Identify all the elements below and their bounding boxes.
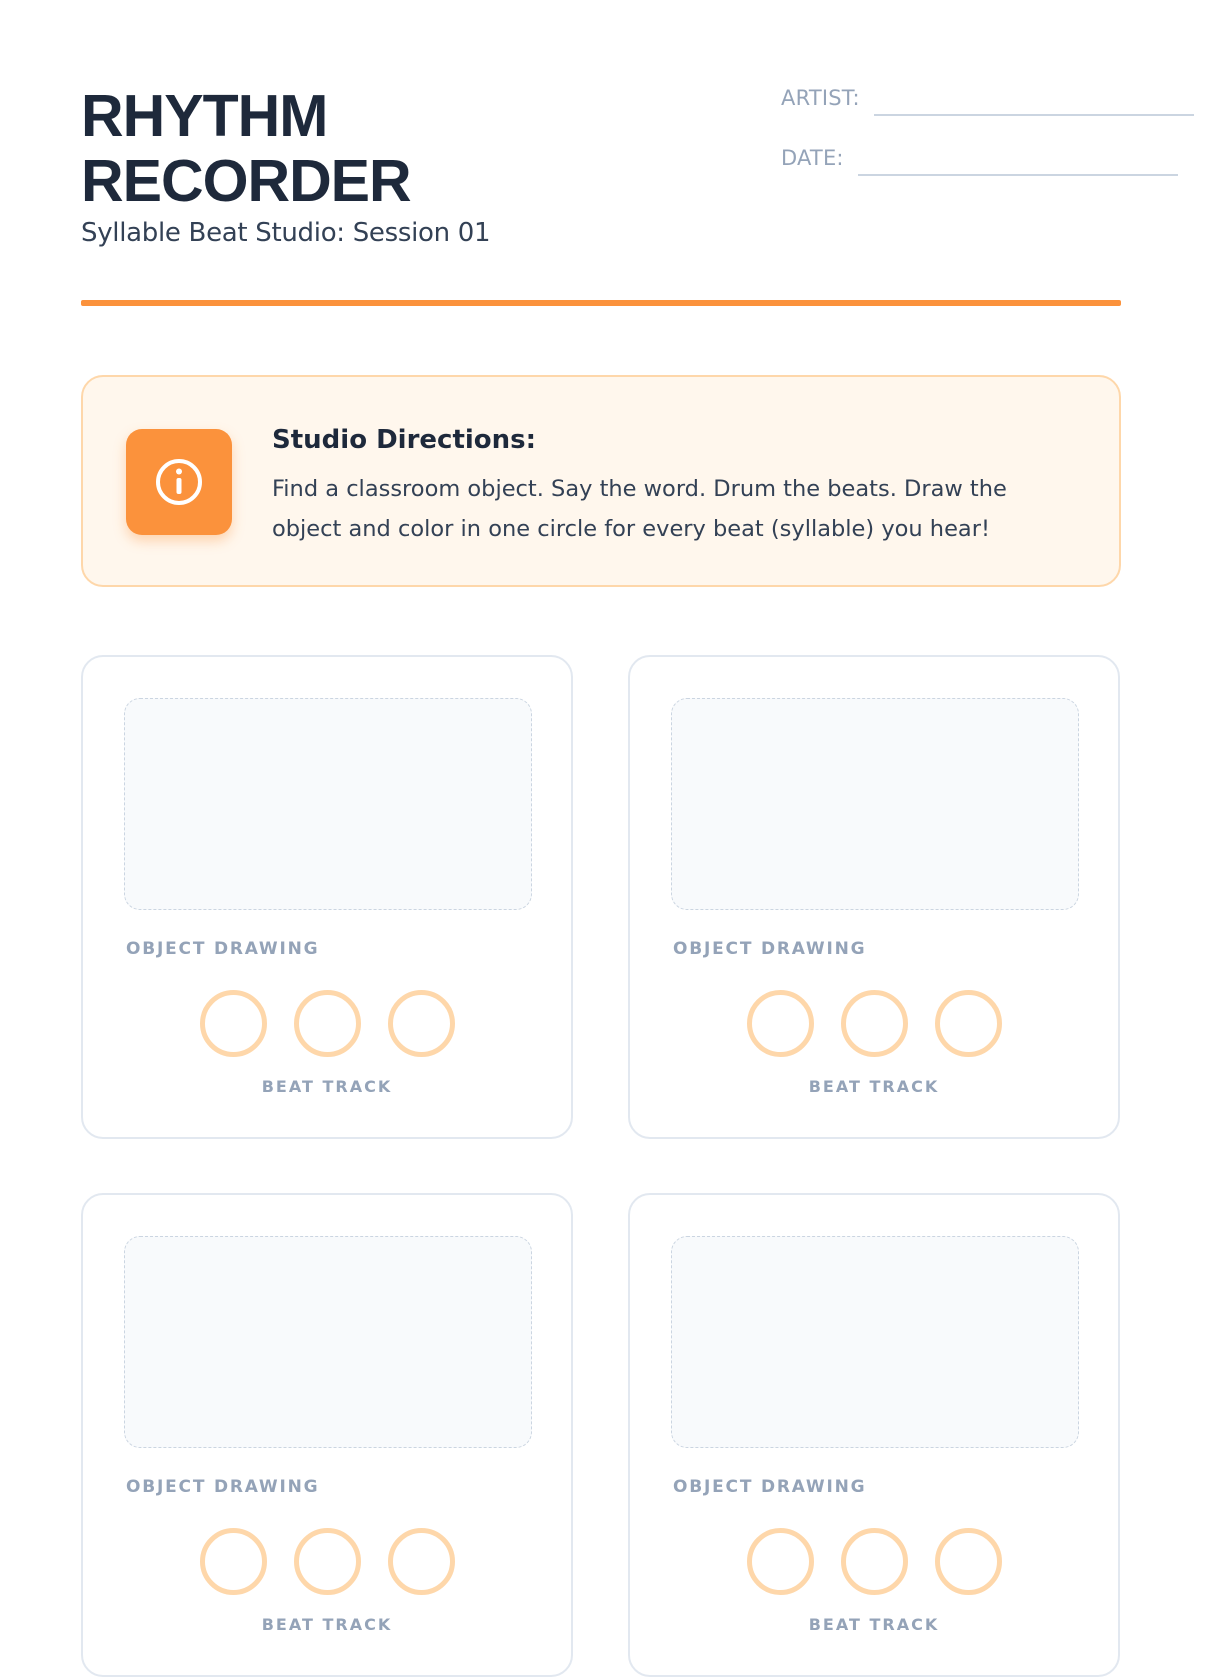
beat-track-label: BEAT TRACK: [261, 1615, 393, 1634]
object-drawing-area[interactable]: [124, 1236, 532, 1448]
beat-circle[interactable]: [747, 1528, 814, 1595]
beat-circles: [630, 1528, 1118, 1595]
object-drawing-label: OBJECT DRAWING: [673, 939, 867, 959]
beat-circle[interactable]: [935, 990, 1002, 1057]
object-card: [628, 655, 1120, 1139]
beat-track-label: BEAT TRACK: [808, 1077, 940, 1096]
object-drawing-label: OBJECT DRAWING: [126, 1477, 320, 1497]
beat-circle[interactable]: [935, 1528, 1002, 1595]
title-line-2: RECORDER: [81, 148, 411, 214]
artist-label: ARTIST:: [781, 86, 860, 110]
beat-circles: [83, 990, 571, 1057]
object-drawing-area[interactable]: [671, 698, 1079, 910]
object-card: [628, 1193, 1120, 1677]
object-drawing-label: OBJECT DRAWING: [126, 939, 320, 959]
artist-field[interactable]: [781, 86, 1194, 110]
beat-circle[interactable]: [294, 1528, 361, 1595]
date-line[interactable]: [858, 174, 1178, 176]
object-card: [81, 1193, 573, 1677]
beat-circle[interactable]: [841, 990, 908, 1057]
artist-line[interactable]: [874, 114, 1194, 116]
beat-track-label: BEAT TRACK: [808, 1615, 940, 1634]
page-subtitle: Syllable Beat Studio: Session 01: [81, 218, 491, 248]
beat-circle[interactable]: [200, 990, 267, 1057]
beat-circle[interactable]: [388, 990, 455, 1057]
directions-panel: [81, 375, 1121, 587]
beat-circle[interactable]: [841, 1528, 908, 1595]
object-drawing-area[interactable]: [671, 1236, 1079, 1448]
header: [81, 84, 1123, 304]
object-card: [81, 655, 573, 1139]
directions-title: Studio Directions:: [272, 425, 537, 455]
beat-circle[interactable]: [747, 990, 814, 1057]
beat-circle[interactable]: [200, 1528, 267, 1595]
object-drawing-label: OBJECT DRAWING: [673, 1477, 867, 1497]
directions-body: Find a classroom object. Say the word. Drum the beats. Draw the object and color in one circle for every beat (syllable) you hear!: [272, 476, 1007, 542]
beat-circles: [83, 1528, 571, 1595]
beat-circle[interactable]: [294, 990, 361, 1057]
beat-circles: [630, 990, 1118, 1057]
date-label: DATE:: [781, 146, 844, 170]
date-field[interactable]: [781, 146, 1178, 170]
beat-track-label: BEAT TRACK: [261, 1077, 393, 1096]
beat-circle[interactable]: [388, 1528, 455, 1595]
header-divider: [81, 300, 1121, 306]
info-icon: [126, 429, 232, 535]
object-drawing-area[interactable]: [124, 698, 532, 910]
title-line-1: RHYTHM: [81, 83, 328, 149]
